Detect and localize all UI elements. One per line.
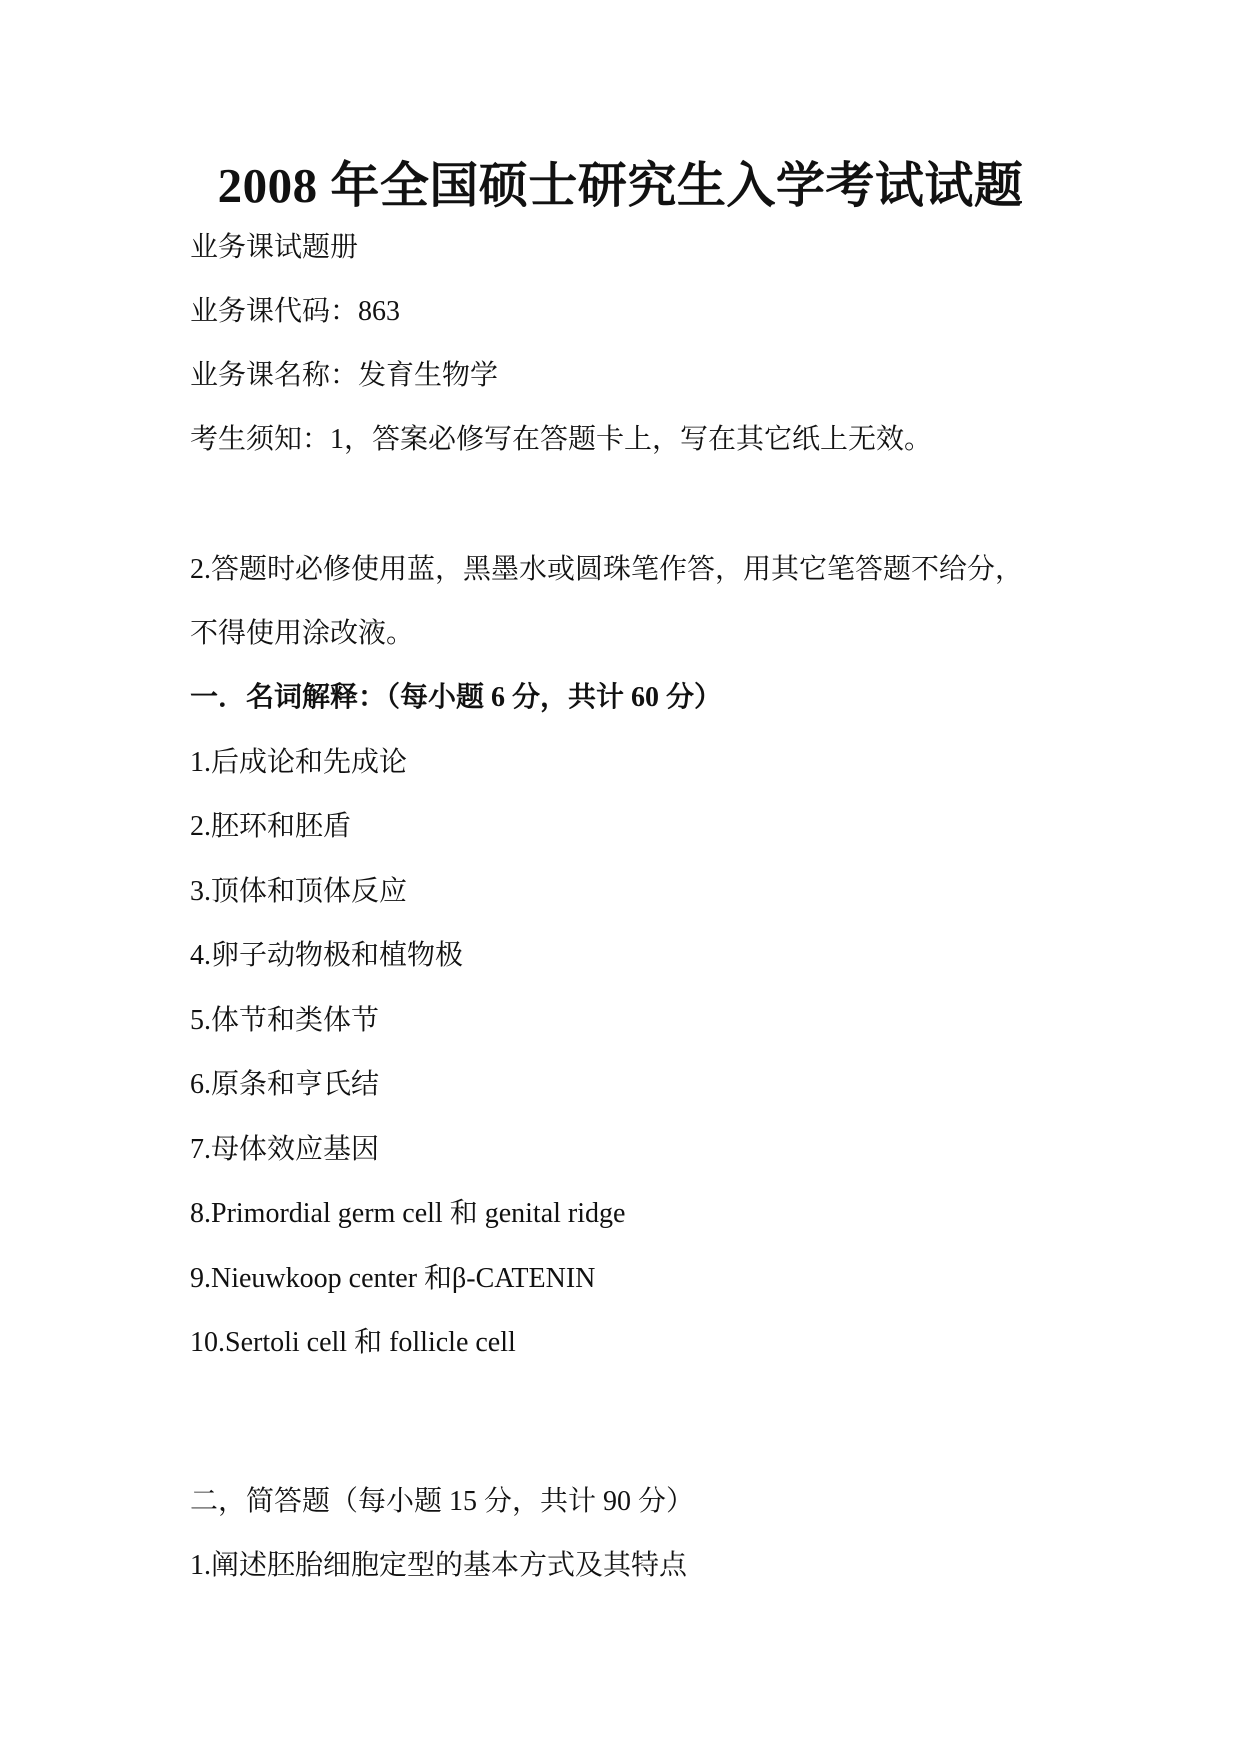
list-item: 5.体节和类体节	[190, 1005, 380, 1036]
section-1-heading: 一．名词解释：（每小题 6 分，共计 60 分）	[190, 682, 723, 713]
list-item: 7.母体效应基因	[190, 1134, 380, 1165]
page-title: 2008 年全国硕士研究生入学考试试题	[217, 158, 1024, 213]
list-item: 1.阐述胚胎细胞定型的基本方式及其特点	[190, 1550, 688, 1581]
section-2-heading: 二，简答题（每小题 15 分，共计 90 分）	[190, 1486, 695, 1517]
notice-2-line-2: 不得使用涂改液。	[190, 618, 415, 649]
list-item: 10.Sertoli cell 和 follicle cell	[190, 1327, 516, 1358]
list-item: 9.Nieuwkoop center 和β-CATENIN	[190, 1263, 596, 1294]
course-code: 业务课代码：863	[190, 296, 401, 327]
list-item: 1.后成论和先成论	[190, 747, 408, 778]
course-name: 业务课名称：发育生物学	[190, 360, 499, 391]
booklet-label: 业务课试题册	[190, 232, 359, 263]
list-item: 8.Primordial germ cell 和 genital ridge	[190, 1198, 626, 1229]
list-item: 3.顶体和顶体反应	[190, 876, 408, 907]
notice-2-line-1: 2.答题时必修使用蓝，黑墨水或圆珠笔作答，用其它笔答题不给分，	[190, 554, 1024, 585]
list-item: 2.胚环和胚盾	[190, 811, 352, 842]
notice-1: 考生须知：1，答案必修写在答题卡上，写在其它纸上无效。	[190, 424, 933, 455]
list-item: 4.卵子动物极和植物极	[190, 940, 464, 971]
list-item: 6.原条和亨氏结	[190, 1069, 380, 1100]
